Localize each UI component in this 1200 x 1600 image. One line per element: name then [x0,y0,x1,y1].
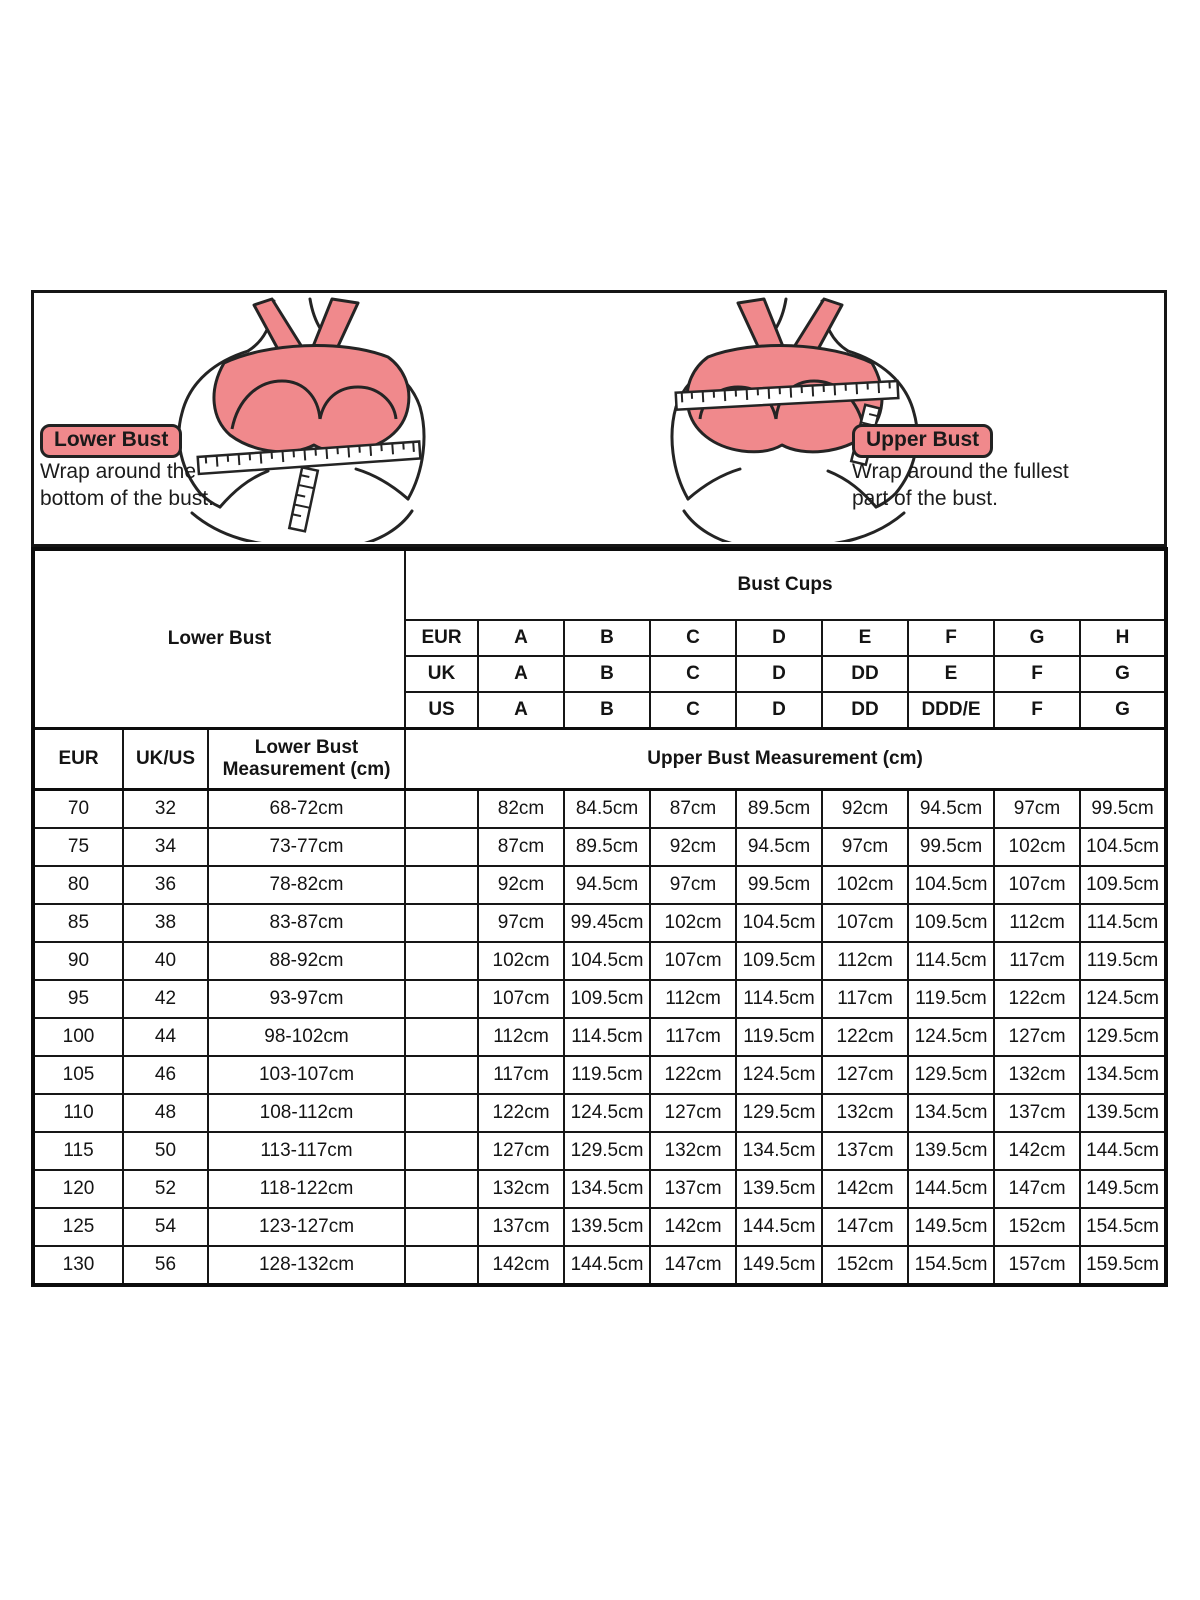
upper-bust-value-cell: 112cm [650,980,736,1018]
upper-bust-value-cell: 137cm [650,1170,736,1208]
lower-bust-range-cell: 73-77cm [208,828,405,866]
upper-bust-value-cell: 122cm [650,1056,736,1094]
eur-size-cell: 70 [33,790,123,829]
cup-letter-cell: E [908,656,994,692]
upper-bust-value-cell: 92cm [650,828,736,866]
upper-bust-value-cell: 94.5cm [908,790,994,829]
spacer-cell [405,1132,478,1170]
ukus-size-cell: 36 [123,866,208,904]
upper-bust-value-cell: 134.5cm [1080,1056,1166,1094]
upper-bust-value-cell: 129.5cm [908,1056,994,1094]
ukus-size-cell: 32 [123,790,208,829]
upper-bust-value-cell: 142cm [650,1208,736,1246]
upper-bust-value-cell: 159.5cm [1080,1246,1166,1285]
ukus-size-cell: 48 [123,1094,208,1132]
upper-bust-value-cell: 127cm [822,1056,908,1094]
upper-bust-value-cell: 137cm [478,1208,564,1246]
size-table-row [33,1094,1166,1132]
lower-bust-range-cell: 88-92cm [208,942,405,980]
spacer-cell [405,1018,478,1056]
upper-bust-value-cell: 134.5cm [564,1170,650,1208]
ukus-size-cell: 50 [123,1132,208,1170]
cup-letter-cell: B [564,620,650,656]
eur-size-cell: 100 [33,1018,123,1056]
upper-bust-value-cell: 122cm [478,1094,564,1132]
upper-bust-value-cell: 157cm [994,1246,1080,1285]
cup-system-label: EUR [405,620,478,656]
lower-bust-range-cell: 103-107cm [208,1056,405,1094]
upper-bust-value-cell: 132cm [650,1132,736,1170]
upper-bust-value-cell: 97cm [822,828,908,866]
eur-size-cell: 75 [33,828,123,866]
cup-letter-cell: A [478,656,564,692]
upper-bust-value-cell: 109.5cm [564,980,650,1018]
upper-bust-value-cell: 139.5cm [564,1208,650,1246]
upper-bust-value-cell: 99.5cm [908,828,994,866]
upper-bust-label: Upper Bust [852,424,993,458]
eur-size-cell: 110 [33,1094,123,1132]
upper-bust-value-cell: 82cm [478,790,564,829]
lower-bust-range-cell: 113-117cm [208,1132,405,1170]
cup-letter-cell: F [908,620,994,656]
upper-measurement-header: Upper Bust Measurement (cm) [405,729,1166,790]
eur-size-cell: 120 [33,1170,123,1208]
eur-size-cell: 80 [33,866,123,904]
eur-size-cell: 130 [33,1246,123,1285]
lower-bust-range-cell: 68-72cm [208,790,405,829]
upper-bust-value-cell: 134.5cm [908,1094,994,1132]
upper-bust-value-cell: 132cm [994,1056,1080,1094]
upper-bust-value-cell: 107cm [478,980,564,1018]
cup-letter-cell: G [1080,656,1166,692]
cup-system-label: US [405,692,478,729]
lower-bust-figure [179,299,424,542]
upper-bust-value-cell: 89.5cm [564,828,650,866]
cup-letter-cell: G [994,620,1080,656]
spacer-cell [405,1246,478,1285]
upper-bust-value-cell: 129.5cm [736,1094,822,1132]
upper-bust-value-cell: 117cm [994,942,1080,980]
cup-letter-cell: DD [822,656,908,692]
upper-bust-value-cell: 127cm [478,1132,564,1170]
upper-bust-value-cell: 114.5cm [564,1018,650,1056]
cup-letter-cell: A [478,620,564,656]
upper-bust-value-cell: 89.5cm [736,790,822,829]
upper-bust-value-cell: 149.5cm [736,1246,822,1285]
upper-bust-value-cell: 152cm [822,1246,908,1285]
lower-bust-range-cell: 118-122cm [208,1170,405,1208]
upper-bust-value-cell: 114.5cm [1080,904,1166,942]
cup-letter-cell: DDD/E [908,692,994,729]
bust-cups-header-row [33,549,1166,620]
upper-bust-value-cell: 122cm [994,980,1080,1018]
upper-bust-value-cell: 139.5cm [908,1132,994,1170]
upper-bust-value-cell: 112cm [822,942,908,980]
upper-bust-value-cell: 149.5cm [908,1208,994,1246]
bust-cups-title: Bust Cups [405,549,1166,620]
upper-bust-value-cell: 87cm [478,828,564,866]
upper-bust-value-cell: 114.5cm [908,942,994,980]
upper-bust-value-cell: 104.5cm [908,866,994,904]
upper-bust-value-cell: 144.5cm [908,1170,994,1208]
upper-bust-value-cell: 112cm [994,904,1080,942]
size-chart-table [31,547,1168,1287]
upper-bust-value-cell: 149.5cm [1080,1170,1166,1208]
measurement-header-row [33,729,1166,790]
spacer-cell [405,942,478,980]
upper-bust-value-cell: 87cm [650,790,736,829]
eur-size-cell: 105 [33,1056,123,1094]
cup-letter-cell: C [650,692,736,729]
upper-bust-value-cell: 119.5cm [736,1018,822,1056]
upper-bust-value-cell: 117cm [478,1056,564,1094]
upper-bust-value-cell: 137cm [994,1094,1080,1132]
upper-bust-value-cell: 114.5cm [736,980,822,1018]
ukus-size-cell: 56 [123,1246,208,1285]
cup-letter-cell: A [478,692,564,729]
lower-bust-range-cell: 123-127cm [208,1208,405,1246]
upper-bust-value-cell: 97cm [478,904,564,942]
cup-letter-cell: G [1080,692,1166,729]
upper-bust-value-cell: 127cm [650,1094,736,1132]
upper-bust-instruction [852,458,1069,512]
upper-bust-value-cell: 92cm [822,790,908,829]
cup-letter-cell: B [564,656,650,692]
ukus-column-header: UK/US [123,729,208,790]
upper-bust-value-cell: 104.5cm [736,904,822,942]
eur-size-cell: 90 [33,942,123,980]
spacer-cell [405,1170,478,1208]
upper-bust-value-cell: 124.5cm [564,1094,650,1132]
eur-size-cell: 125 [33,1208,123,1246]
cup-letter-cell: H [1080,620,1166,656]
upper-bust-value-cell: 102cm [478,942,564,980]
ukus-size-cell: 42 [123,980,208,1018]
upper-bust-value-cell: 152cm [994,1208,1080,1246]
spacer-cell [405,980,478,1018]
upper-bust-instruction-line2: part of the bust. [852,487,998,510]
upper-bust-value-cell: 147cm [650,1246,736,1285]
lower-bust-range-cell: 78-82cm [208,866,405,904]
upper-bust-value-cell: 94.5cm [564,866,650,904]
eur-size-cell: 115 [33,1132,123,1170]
size-table-row [33,1056,1166,1094]
lower-bust-range-cell: 98-102cm [208,1018,405,1056]
spacer-cell [405,1094,478,1132]
upper-bust-value-cell: 127cm [994,1018,1080,1056]
upper-bust-value-cell: 104.5cm [1080,828,1166,866]
upper-bust-value-cell: 102cm [822,866,908,904]
upper-bust-value-cell: 119.5cm [908,980,994,1018]
cup-system-label: UK [405,656,478,692]
upper-bust-value-cell: 124.5cm [736,1056,822,1094]
upper-bust-value-cell: 99.5cm [1080,790,1166,829]
size-table-row [33,1170,1166,1208]
upper-bust-value-cell: 104.5cm [564,942,650,980]
size-table-row [33,980,1166,1018]
upper-bust-value-cell: 117cm [822,980,908,1018]
eur-size-cell: 95 [33,980,123,1018]
upper-bust-value-cell: 129.5cm [564,1132,650,1170]
upper-bust-instruction-line1: Wrap around the fullest [852,460,1069,483]
cup-letter-cell: D [736,620,822,656]
spacer-cell [405,1208,478,1246]
spacer-cell [405,866,478,904]
upper-bust-value-cell: 154.5cm [1080,1208,1166,1246]
upper-bust-value-cell: 142cm [994,1132,1080,1170]
upper-bust-value-cell: 92cm [478,866,564,904]
upper-bust-value-cell: 112cm [478,1018,564,1056]
upper-bust-value-cell: 132cm [478,1170,564,1208]
upper-bust-value-cell: 139.5cm [736,1170,822,1208]
eur-size-cell: 85 [33,904,123,942]
upper-bust-value-cell: 144.5cm [1080,1132,1166,1170]
size-table-row [33,1018,1166,1056]
upper-bust-value-cell: 102cm [650,904,736,942]
cup-letter-cell: D [736,692,822,729]
size-table-row [33,1246,1166,1285]
upper-bust-value-cell: 97cm [994,790,1080,829]
eur-column-header: EUR [33,729,123,790]
lower-bust-range-cell: 108-112cm [208,1094,405,1132]
size-table-row [33,866,1166,904]
cup-letter-cell: B [564,692,650,729]
lower-bust-label: Lower Bust [40,424,182,458]
upper-bust-value-cell: 97cm [650,866,736,904]
upper-bust-value-cell: 154.5cm [908,1246,994,1285]
ukus-size-cell: 34 [123,828,208,866]
upper-bust-value-cell: 94.5cm [736,828,822,866]
upper-bust-value-cell: 99.5cm [736,866,822,904]
ukus-size-cell: 52 [123,1170,208,1208]
upper-bust-value-cell: 124.5cm [908,1018,994,1056]
cup-letter-cell: F [994,656,1080,692]
lower-measurement-column-header: Lower Bust Measurement (cm) [208,729,405,790]
lower-bust-instruction-line1: Wrap around the [40,460,197,483]
ukus-size-cell: 40 [123,942,208,980]
lower-bust-range-cell: 93-97cm [208,980,405,1018]
upper-bust-value-cell: 119.5cm [1080,942,1166,980]
size-table-row [33,790,1166,829]
size-table-row [33,942,1166,980]
ukus-size-cell: 46 [123,1056,208,1094]
upper-bust-value-cell: 134.5cm [736,1132,822,1170]
upper-bust-value-cell: 107cm [650,942,736,980]
upper-bust-value-cell: 142cm [478,1246,564,1285]
cup-letter-cell: E [822,620,908,656]
upper-bust-value-cell: 144.5cm [736,1208,822,1246]
size-table-row [33,904,1166,942]
ukus-size-cell: 54 [123,1208,208,1246]
upper-bust-value-cell: 147cm [994,1170,1080,1208]
cup-letter-cell: F [994,692,1080,729]
lower-bust-instruction [40,458,214,512]
upper-bust-value-cell: 84.5cm [564,790,650,829]
size-table-row [33,828,1166,866]
upper-bust-value-cell: 142cm [822,1170,908,1208]
spacer-cell [405,1056,478,1094]
spacer-cell [405,790,478,829]
upper-bust-value-cell: 147cm [822,1208,908,1246]
upper-bust-value-cell: 107cm [994,866,1080,904]
upper-bust-value-cell: 139.5cm [1080,1094,1166,1132]
lower-bust-range-cell: 128-132cm [208,1246,405,1285]
lower-bust-range-cell: 83-87cm [208,904,405,942]
cup-letter-cell: DD [822,692,908,729]
spacer-cell [405,828,478,866]
upper-bust-value-cell: 109.5cm [908,904,994,942]
upper-bust-value-cell: 117cm [650,1018,736,1056]
upper-bust-value-cell: 102cm [994,828,1080,866]
ukus-size-cell: 44 [123,1018,208,1056]
size-table-row [33,1208,1166,1246]
cup-letter-cell: D [736,656,822,692]
lower-bust-section-title: Lower Bust [33,549,405,729]
upper-bust-value-cell: 132cm [822,1094,908,1132]
spacer-cell [405,904,478,942]
cup-letter-cell: C [650,656,736,692]
lower-bust-instruction-line2: bottom of the bust. [40,487,214,510]
upper-bust-value-cell: 99.45cm [564,904,650,942]
upper-bust-value-cell: 122cm [822,1018,908,1056]
size-table-row [33,1132,1166,1170]
upper-bust-value-cell: 119.5cm [564,1056,650,1094]
upper-bust-value-cell: 124.5cm [1080,980,1166,1018]
upper-bust-value-cell: 129.5cm [1080,1018,1166,1056]
upper-bust-value-cell: 107cm [822,904,908,942]
upper-bust-value-cell: 137cm [822,1132,908,1170]
upper-bust-value-cell: 109.5cm [1080,866,1166,904]
cup-letter-cell: C [650,620,736,656]
upper-bust-value-cell: 144.5cm [564,1246,650,1285]
ukus-size-cell: 38 [123,904,208,942]
upper-bust-value-cell: 109.5cm [736,942,822,980]
